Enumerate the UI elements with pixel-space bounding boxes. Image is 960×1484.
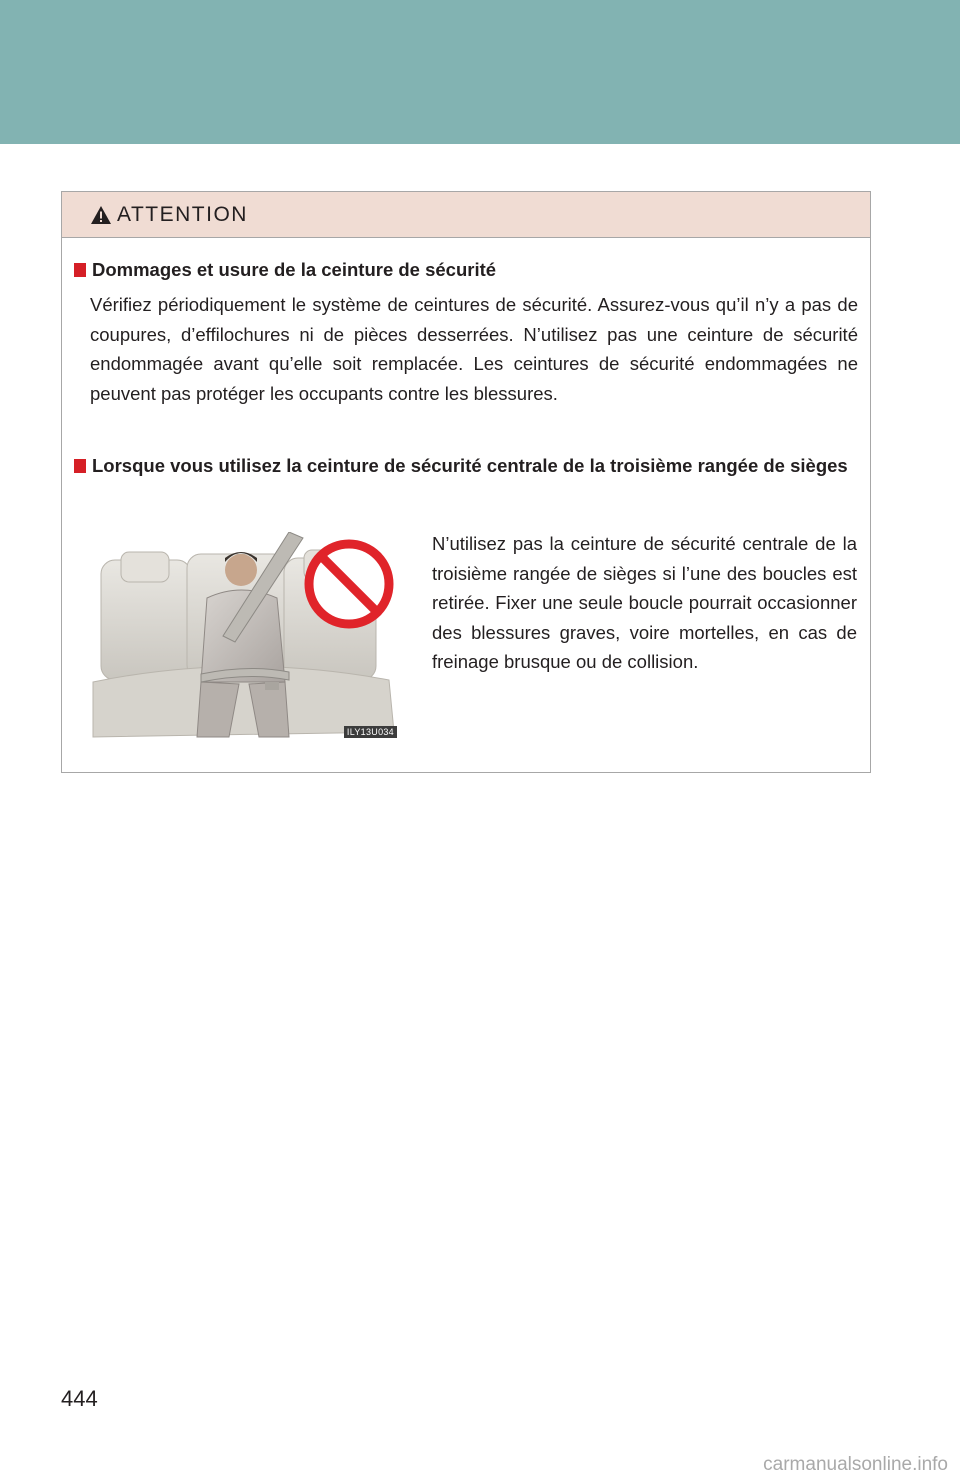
section-text-center-belt: N’utilisez pas la ceinture de sécurité centrale de la troisième rangée de sièges si l’une des boucles est retirée. Fixer une seule boucle pourrait occasionner des blessures graves, voire mortelles, en cas de freinage brusque ou de collision. <box>432 533 857 672</box>
red-square-bullet-icon <box>74 459 86 473</box>
section-heading-text: Lorsque vous utilisez la ceinture de sécurité centrale de la troisième rangée de sièges <box>92 455 848 476</box>
seatbelt-illustration <box>89 532 399 740</box>
header-band <box>0 0 960 144</box>
page-number: 444 <box>61 1386 98 1411</box>
warning-triangle-icon <box>90 205 112 225</box>
illustration-code: ILY13U034 <box>344 726 397 738</box>
section-heading-center-belt <box>74 452 856 479</box>
section-text-damage: Vérifiez périodiquement le système de ceintures de sécurité. Assurez-vous qu’il n’y a pas de coupures, d’effilochures ni de pièces desserrées. N’utilisez pas une ceinture de sécurité endommagée avant qu’elle soit remplacée. Les ceintures de sécurité endommagées ne peuvent pas protéger les occupants contre les blessures. <box>90 294 858 404</box>
caution-title: ATTENTION <box>117 202 248 226</box>
watermark: carmanualsonline.info <box>763 1454 948 1475</box>
red-square-bullet-icon <box>74 263 86 277</box>
section-heading-damage <box>74 256 856 283</box>
section-heading-text: Dommages et usure de la ceinture de sécurité <box>92 259 497 280</box>
caution-header <box>62 192 870 238</box>
caution-box <box>61 191 871 773</box>
seated-passenger-image <box>89 532 399 740</box>
